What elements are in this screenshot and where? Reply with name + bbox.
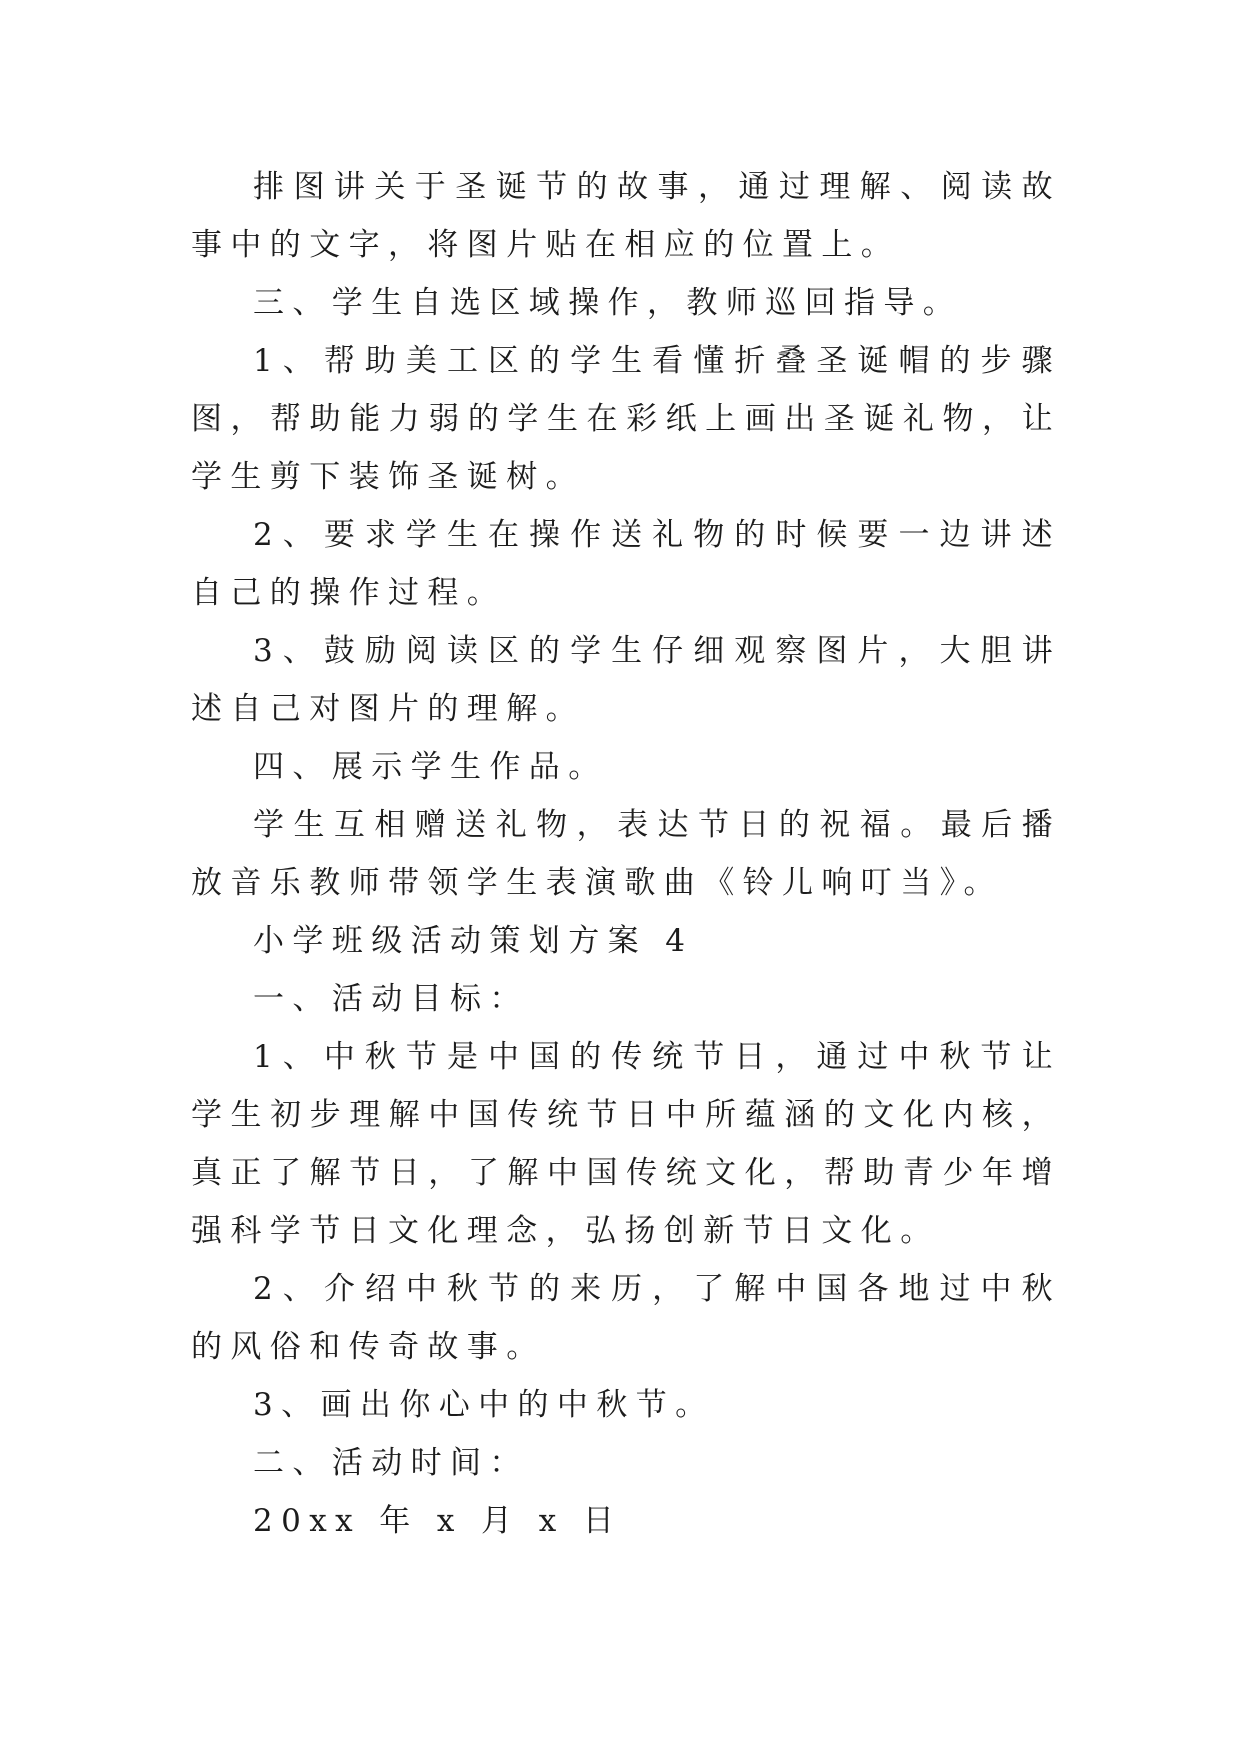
paragraph: 1、中秋节是中国的传统节日，通过中秋节让学生初步理解中国传统节日中所蕴涵的文化内核，真正了解节日，了解中国传统文化，帮助青少年增强科学节日文化理念，弘扬创新节日文化。 bbox=[191, 1039, 1061, 1249]
paragraph: 3、画出你心中的中秋节。 bbox=[253, 1387, 715, 1423]
paragraph: 学生互相赠送礼物，表达节日的祝福。最后播放音乐教师带领学生表演歌曲《铃儿响叮当》。 bbox=[191, 807, 1061, 901]
paragraph: 2、要求学生在操作送礼物的时候要一边讲述自己的操作过程。 bbox=[191, 517, 1061, 611]
paragraph: 1、帮助美工区的学生看懂折叠圣诞帽的步骤图，帮助能力弱的学生在彩纸上画出圣诞礼物，让学生剪下装饰圣诞树。 bbox=[191, 343, 1061, 495]
paragraph: 2、介绍中秋节的来历，了解中国各地过中秋的风俗和传奇故事。 bbox=[191, 1271, 1061, 1365]
date-line: 20xx 年 x 月 x 日 bbox=[253, 1503, 623, 1539]
paragraph: 排图讲关于圣诞节的故事，通过理解、阅读故事中的文字，将图片贴在相应的位置上。 bbox=[191, 169, 1061, 263]
section-heading: 四、展示学生作品。 bbox=[253, 749, 608, 785]
section-heading: 一、活动目标： bbox=[253, 981, 529, 1017]
section-heading: 三、学生自选区域操作，教师巡回指导。 bbox=[253, 285, 963, 321]
document-body bbox=[191, 158, 1061, 1550]
section-heading: 二、活动时间： bbox=[253, 1445, 529, 1481]
paragraph: 3、鼓励阅读区的学生仔细观察图片，大胆讲述自己对图片的理解。 bbox=[191, 633, 1061, 727]
document-title: 小学班级活动策划方案 4 bbox=[253, 923, 694, 959]
